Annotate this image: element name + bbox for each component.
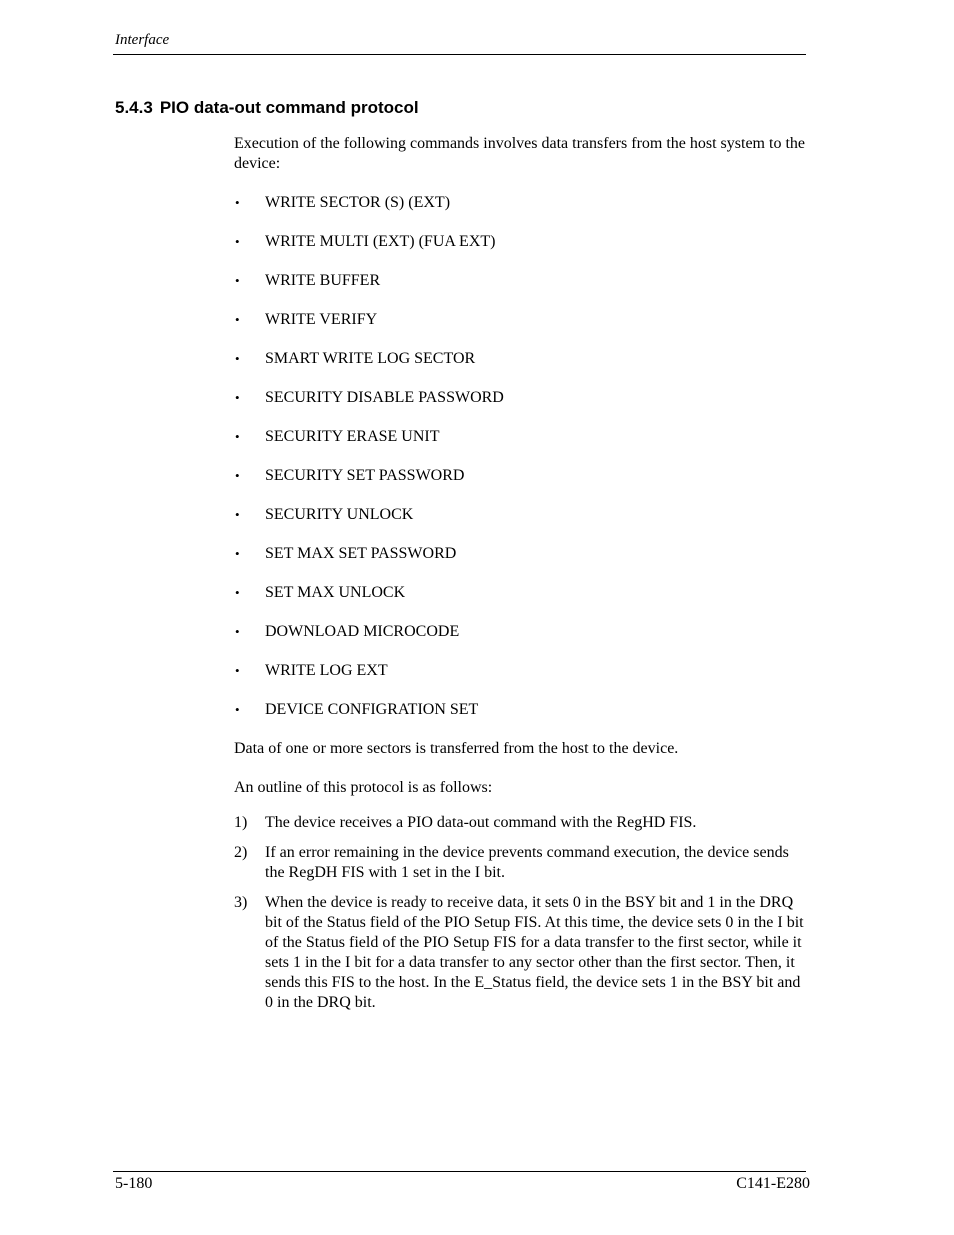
section-number: 5.4.3	[115, 98, 153, 117]
bullet-icon: •	[235, 663, 240, 678]
section-heading	[115, 98, 419, 118]
list-item: • WRITE SECTOR (S) (EXT)	[235, 194, 451, 211]
step-text: If an error remaining in the device prevents command execution, the device sends the RegDH FIS with 1 set in the I bit.	[265, 844, 789, 881]
page-number: 5-180	[115, 1175, 153, 1192]
step-text: When the device is ready to receive data, it sets 0 in the BSY bit and 1 in the DRQ bit of the Status field of the PIO Setup FIS. At this time, the device sets 0 in the I bit of the Status field of the PIO Setup FIS for a data transfer to the first sector, while it sets 1 in the I bit for a data transfer to any sector other than the first sector. Then, it sends this FIS to the host. In the E_Status field, the device sets 1 in the BSY bit and 0 in the DRQ bit.	[265, 894, 804, 1011]
list-item: • SECURITY DISABLE PASSWORD	[235, 389, 504, 406]
bullet-icon: •	[235, 234, 240, 249]
bullet-icon: •	[235, 468, 240, 483]
list-item: • WRITE BUFFER	[235, 272, 381, 289]
bullet-icon: •	[235, 351, 240, 366]
list-item: • SECURITY SET PASSWORD	[235, 467, 465, 484]
footer-rule	[113, 1171, 806, 1172]
list-item: • SET MAX SET PASSWORD	[235, 545, 457, 562]
bullet-icon: •	[235, 585, 240, 600]
outline-intro: An outline of this protocol is as follows:	[234, 779, 493, 796]
step-text: The device receives a PIO data-out command with the RegHD FIS.	[265, 814, 697, 831]
list-item: • SMART WRITE LOG SECTOR	[235, 350, 476, 367]
list-item: • DOWNLOAD MICROCODE	[235, 623, 460, 640]
bullet-icon: •	[235, 546, 240, 561]
bullet-icon: •	[235, 312, 240, 327]
step-item	[234, 843, 806, 883]
bullet-icon: •	[235, 273, 240, 288]
step-number: 1)	[234, 814, 248, 831]
intro-paragraph: Execution of the following commands involves data transfers from the host system to the device:	[234, 135, 805, 172]
body-text	[234, 134, 806, 1023]
step-list	[234, 813, 806, 1013]
document-code: C141-E280	[736, 1175, 810, 1192]
bullet-icon: •	[235, 195, 240, 210]
bullet-icon: •	[235, 624, 240, 639]
list-item: • WRITE LOG EXT	[235, 662, 388, 679]
list-item: • WRITE VERIFY	[235, 311, 378, 328]
bullet-icon: •	[235, 390, 240, 405]
section-title: PIO data-out command protocol	[159, 98, 419, 117]
list-item: • SECURITY ERASE UNIT	[235, 428, 440, 445]
list-item: • SECURITY UNLOCK	[235, 506, 414, 523]
transfer-paragraph: Data of one or more sectors is transferred from the host to the device.	[234, 740, 679, 757]
bullet-icon: •	[235, 507, 240, 522]
list-item: • SET MAX UNLOCK	[235, 584, 406, 601]
running-header: Interface	[115, 32, 170, 48]
bullet-icon: •	[235, 702, 240, 717]
command-list	[234, 193, 806, 720]
step-number: 2)	[234, 844, 248, 861]
step-item	[234, 813, 806, 833]
step-item	[234, 893, 806, 1013]
list-item: • WRITE MULTI (EXT) (FUA EXT)	[235, 233, 496, 250]
step-number: 3)	[234, 894, 248, 911]
list-item: • DEVICE CONFIGRATION SET	[235, 701, 479, 718]
bullet-icon: •	[235, 429, 240, 444]
header-rule	[113, 54, 806, 55]
